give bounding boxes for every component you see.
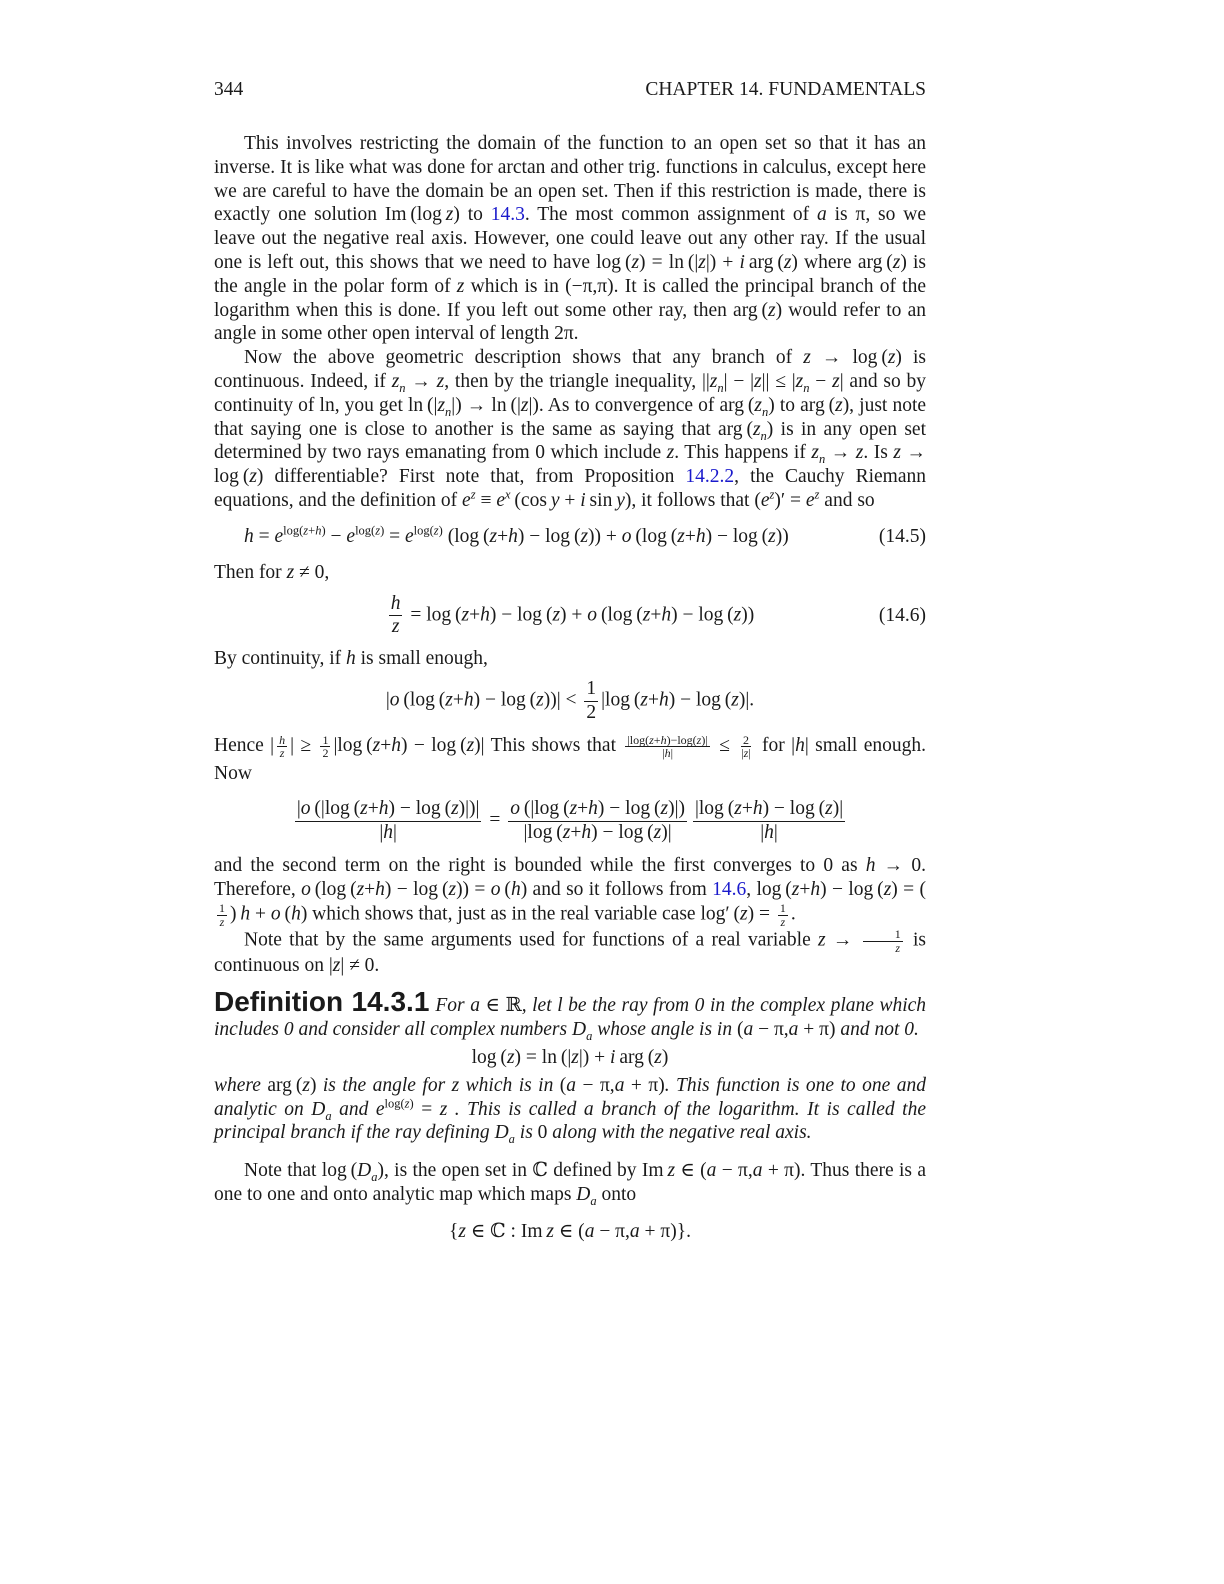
equation-number: (14.6) bbox=[878, 604, 926, 626]
paragraph-note-continuous: Note that by the same arguments used for functions of a real variable z → $\frac{1}{z}$ is continuous on |z| ≠ 0. bbox=[214, 927, 926, 977]
paragraph-continuity: Now the above geometric description shows that any branch of z → log (z) is continuous. Indeed, if $z_n \to z$, then by the triangle inequality, $||z_n| - |z|| \le |z_n - z|$ and so by continuity of ln, you get $\ln (|z_n|) \to \ln (|z|)$. As to convergence of arg $(z_n)$ to arg (z), just note that saying one is close to another is the same as saying that arg $(z_n)$ is in any open set determined by two rays emanating from 0 which include z. This happens if $z_n \to z$. Is z → log (z) differentiable? First note that, from Proposition 14.2.2, the Cauchy Riemann equations, and the definition of $e^z \equiv e^x$ (cos y + i sin y), it follows that $(e^z)' = e^z$ and so bbox=[214, 347, 927, 511]
paragraph-then-for: Then for z ≠ 0, bbox=[214, 561, 330, 583]
equation-log-definition: log (z) = ln (|z|) + i arg (z) bbox=[471, 1046, 669, 1068]
equation-number: (14.5) bbox=[878, 525, 926, 547]
page-number: 344 bbox=[214, 79, 244, 100]
equation-14-5: $h = e^{log(z+h)} - e^{log(z)} = e^{log(z)}$ (log (z+h) − log (z)) + o (log (z+h) − log (z)) (14.5) bbox=[244, 523, 926, 547]
paragraph-second-term: and the second term on the right is bounded while the first converges to 0 as h → 0. Therefore, o (log (z+h) − log (z)) = o (h) and so it follows from 14.6, log (z+h) − log (z) = ( $\frac{1}{z}$ ) h + o (h) which shows that, just as in the real variable case log′ (z) = $\frac{1}{z}$ . bbox=[214, 855, 927, 929]
paragraph-log-Da: Note that $\log (D_a)$, is the open set in ℂ defined by Im z ∈ (a − π,a + π). Thus there is a one to one and onto analytic map which maps $D_a$ onto bbox=[214, 1160, 926, 1208]
equation-small-o-bound: |o (log (z+h) − log (z))| < $\frac{1}{2}$ |log (z+h) − log (z)|. bbox=[385, 678, 755, 723]
definition-statement: Definition 14.3.1 For a ∈ ℝ, let l be the ray from 0 in the complex plane which includes 0 and consider all complex numbers $D_a$ whose angle is in (a − π,a + π) and not 0. bbox=[214, 986, 927, 1043]
ref-eq-14-3[interactable]: 14.3 bbox=[490, 204, 525, 226]
ref-eq-14-6[interactable]: 14.6 bbox=[712, 879, 747, 901]
definition-continuation: where arg (z) is the angle for z which is in (a − π,a + π). This function is one to one and analytic on $D_a$ and $e^{log(z)} = z$ . This is called a branch of the logarithm. It is called the principal branch if the ray defining $D_a$ is 0 along with the negative real axis. bbox=[214, 1074, 926, 1147]
chapter-title: CHAPTER 14. FUNDAMENTALS bbox=[645, 79, 926, 100]
definition-14-3-1 bbox=[214, 986, 927, 1147]
ref-prop-14-2-2[interactable]: 14.2.2 bbox=[685, 466, 735, 488]
paragraph-branch-restriction: This involves restricting the domain of the function to an open set so that it has an inverse. It is like what was done for arctan and other trig. functions in calculus, except here we are careful to have the domain be an open set. Then if this restriction is made, there is exactly one solution Im (log z) to 14.3. The most common assignment of a is π, so we leave out the negative real axis. However, one could leave out any other ray. If the usual one is left out, this shows that we need to have log (z) = ln (|z|) + i arg (z) where arg (z) is the angle in the polar form of z which is in (−π,π). It is called the principal branch of the logarithm when this is done. If you left out some other ray, then arg (z) would refer to an angle in some other open interval of length 2π. bbox=[214, 133, 927, 345]
paragraph-by-continuity: By continuity, if h is small enough, bbox=[214, 647, 488, 669]
running-header bbox=[214, 78, 926, 102]
equation-ratio-split: $\frac{|o (|\log (z+h) - \log (z)|)|}{|h|}$ = $\frac{o (|\log (z+h) - \log (z)|)}{|\log (z+h) - \log (z)|}$ $\frac{|\log (z+h) - \log (z)|}{|h|}$ bbox=[296, 798, 844, 843]
definition-label: Definition 14.3.1 bbox=[214, 986, 430, 1018]
page-body bbox=[214, 132, 926, 1257]
equation-14-6: $\frac{h}{z}$ = log (z+h) − log (z) + o (log (z+h) − log (z)) (14.6) bbox=[390, 592, 926, 638]
equation-strip-set: {z ∈ ℂ : Im z ∈ (a − π,a + π)}. bbox=[449, 1220, 691, 1242]
paragraph-hence: Hence | $\frac{h}{z}$ | ≥ $\frac{1}{2}$ |log (z+h) − log (z)| This shows that $\frac{|\log(z+h)-\log(z)|}{|h|}$ ≤ $\frac{2}{|z|}$ for |h| small enough. Now bbox=[214, 732, 927, 785]
